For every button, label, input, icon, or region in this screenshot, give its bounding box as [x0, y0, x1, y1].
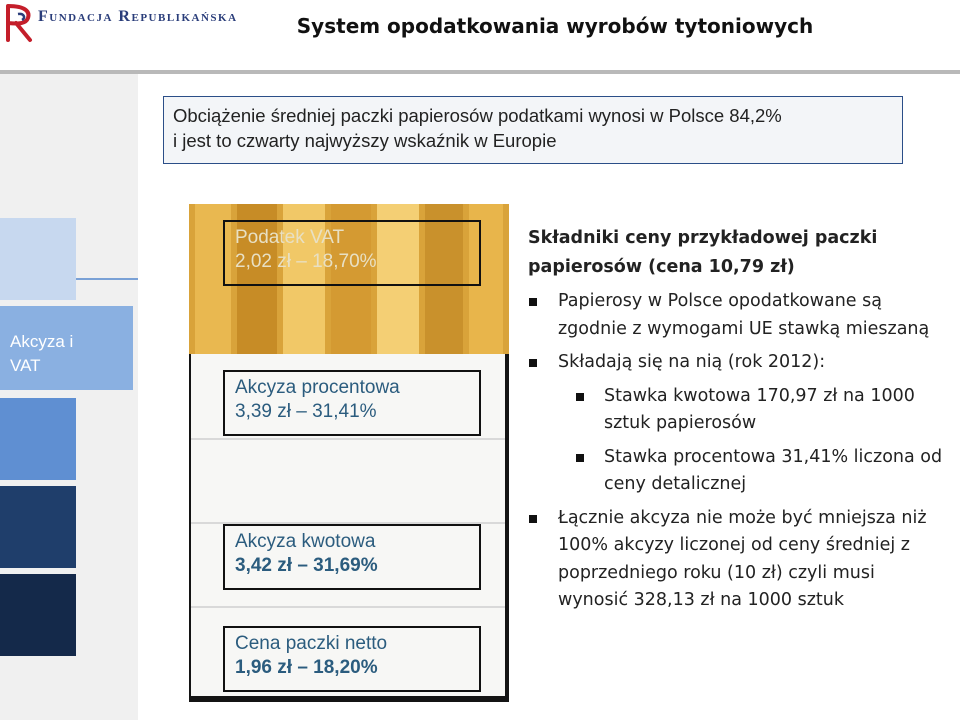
sidebar-block-1[interactable] — [0, 218, 76, 300]
foundation-logo-icon — [4, 4, 38, 44]
bullet-square-icon — [576, 393, 584, 401]
sidebar-item-akcyza-vat[interactable] — [0, 306, 133, 390]
pack-band — [191, 606, 505, 608]
bullet-text: Łącznie akcyza nie może być mniejsza niż 100% akcyzy liczonej od ceny średniej z poprzedniego roku (10 zł) czyli musi wynosić 328,13 zł na 1000 sztuk — [558, 507, 927, 610]
segment-cena-netto — [223, 626, 481, 692]
bullet-square-icon — [529, 515, 537, 523]
summary-line-2: i jest to czwarty najwyższy wskaźnik w Europie — [173, 130, 557, 151]
explanation-heading: Składniki ceny przykładowej paczki papierosów (cena 10,79 zł) — [528, 228, 878, 277]
segment-akcyza-kwotowa — [223, 524, 481, 590]
segment-kwot-value: 3,42 zł – 31,69% — [235, 555, 378, 576]
explanation-text — [528, 224, 948, 615]
summary-line-1: Obciążenie średniej paczki papierosów podatkami wynosi w Polsce 84,2% — [173, 105, 782, 126]
sidebar-block-5[interactable] — [0, 574, 76, 656]
left-sidebar — [0, 74, 138, 720]
slide-title: System opodatkowania wyrobów tytoniowych — [296, 14, 814, 38]
bullet-text: Składają się na nią (rok 2012): — [558, 352, 826, 372]
segment-vat-name: Podatek VAT — [235, 227, 345, 248]
segment-net-name: Cena paczki netto — [235, 633, 388, 654]
bullet-item — [528, 288, 948, 343]
sidebar-item-label: Akcyza i VAT — [10, 332, 74, 375]
summary-box — [163, 96, 903, 164]
organization-name: Fundacja Republikańska — [38, 8, 238, 25]
header-divider — [0, 70, 960, 74]
segment-akcyza-procentowa — [223, 370, 481, 436]
sidebar-block-3[interactable] — [0, 398, 76, 480]
pack-band — [191, 438, 505, 440]
bullet-square-icon — [529, 298, 537, 306]
bullet-square-icon — [576, 454, 584, 462]
segment-kwot-name: Akcyza kwotowa — [235, 531, 376, 552]
segment-proc-name: Akcyza procentowa — [235, 377, 400, 398]
sub-bullet-item — [528, 383, 948, 438]
bullet-square-icon — [529, 359, 537, 367]
segment-vat-value: 2,02 zł – 18,70% — [235, 251, 377, 272]
bullet-item — [528, 505, 948, 615]
sub-bullet-item — [528, 444, 948, 499]
bullet-text: Papierosy w Polsce opodatkowane są zgodnie z wymogami UE stawką mieszaną — [558, 291, 930, 339]
sub-bullet-text: Stawka procentowa 31,41% liczona od ceny detalicznej — [604, 446, 943, 494]
segment-vat — [223, 220, 481, 286]
segment-net-value: 1,96 zł – 18,20% — [235, 657, 378, 678]
sub-bullet-text: Stawka kwotowa 170,97 zł na 1000 sztuk papierosów — [604, 385, 915, 433]
bullet-item — [528, 349, 948, 377]
sidebar-block-4[interactable] — [0, 486, 76, 568]
segment-proc-value: 3,39 zł – 31,41% — [235, 401, 377, 422]
